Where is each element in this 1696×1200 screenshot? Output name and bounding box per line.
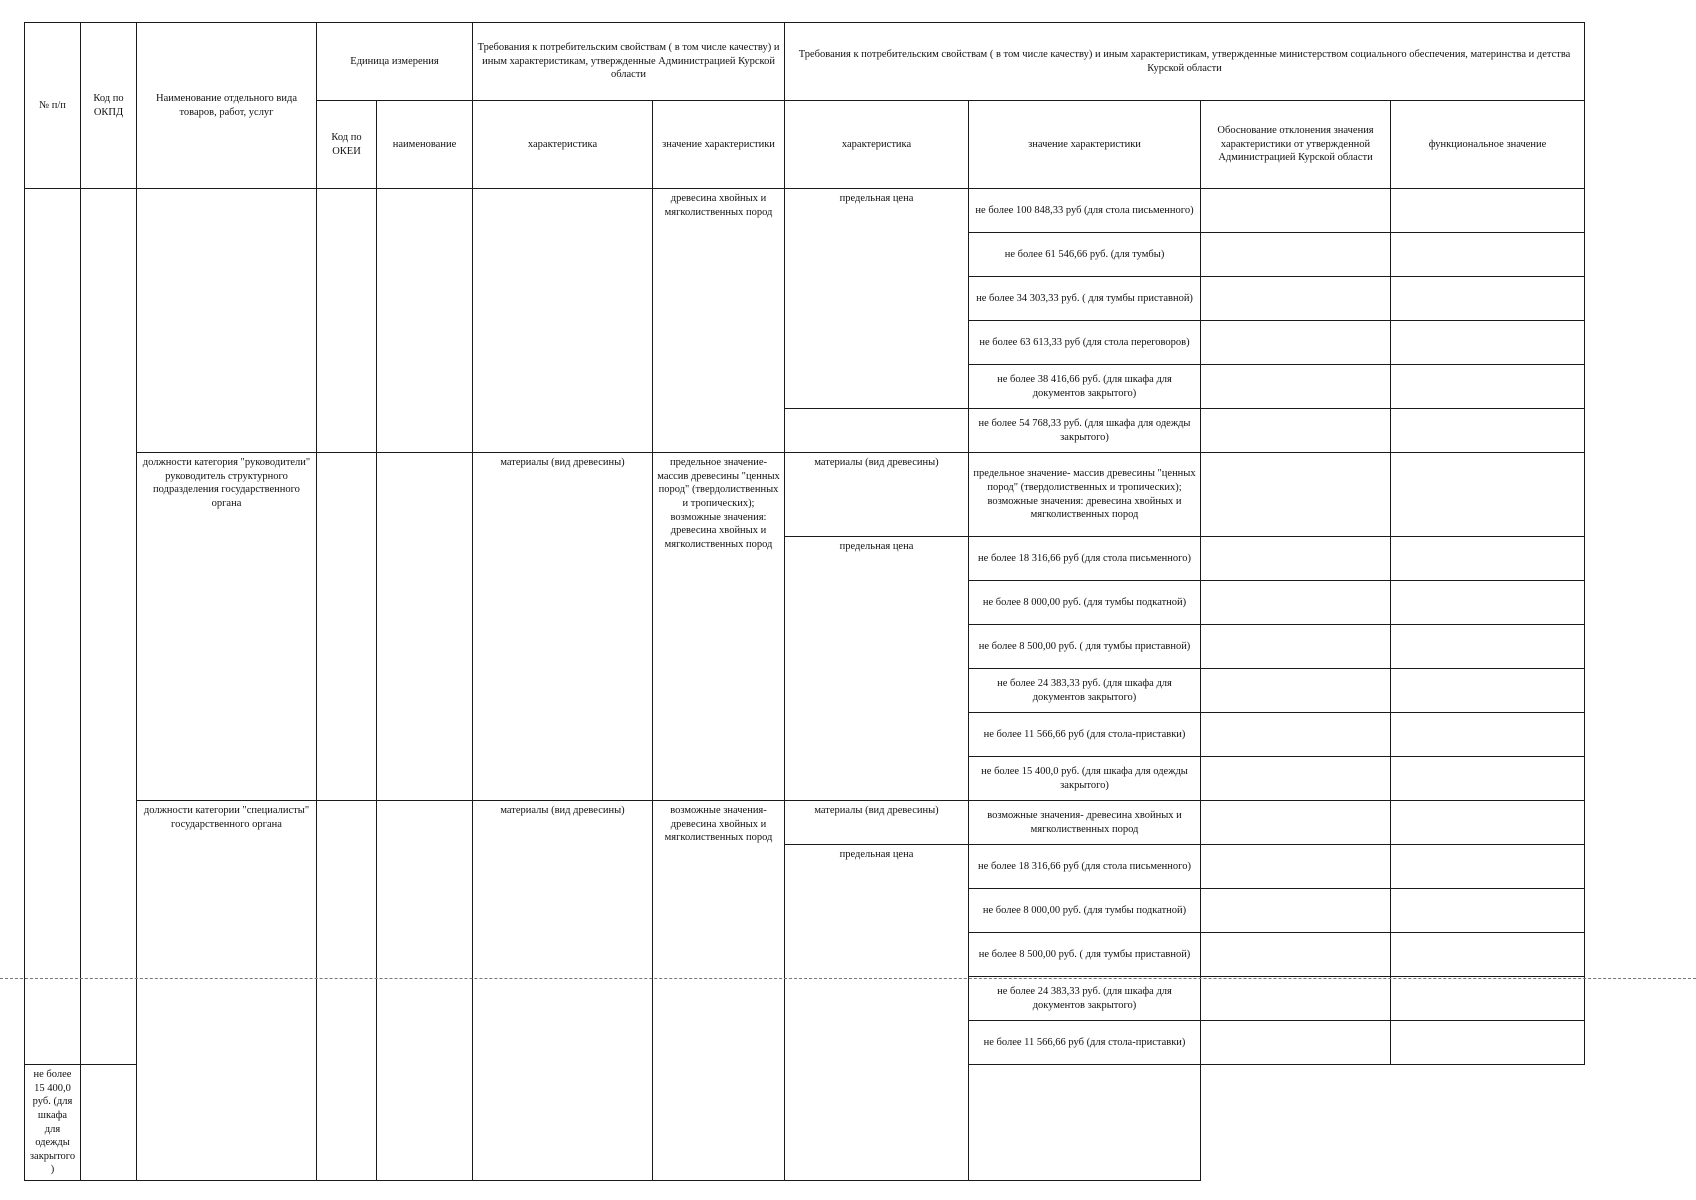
value-cell: не более 63 613,33 руб (для стола переговоров) [969,321,1201,365]
value-cell: не более 34 303,33 руб. ( для тумбы приставной) [969,277,1201,321]
functional-cell [1391,933,1585,977]
ministry-characteristic-cell: предельная цена [785,845,969,1181]
table-row [25,453,1585,537]
justification-cell [1201,625,1391,669]
col-header-okei: Код по ОКЕИ [317,101,377,189]
value-cell: не более 61 546,66 руб. (для тумбы) [969,233,1201,277]
justification-cell [1201,321,1391,365]
value-cell: не более 38 416,66 руб. (для шкафа для документов закрытого) [969,365,1201,409]
value-cell: не более 15 400,0 руб. (для шкафа для одежды закрытого) [25,1065,81,1181]
functional-cell [1391,321,1585,365]
col-header-okpd: Код по ОКПД [81,23,137,189]
justification-cell [1201,409,1391,453]
functional-cell [969,1065,1201,1181]
col-header-functional: функциональное значение [1391,101,1585,189]
unit-name-cell [377,189,473,453]
justification-cell [1201,845,1391,889]
unit-name-cell [377,801,473,1181]
name-cell: должности категория "руководители" руководитель структурного подразделения государственного органа [137,453,317,801]
col-header-req-admin: Требования к потребительским свойствам ( в том числе качеству) и иным характеристикам, утвержденные Администрацией Курской области [473,23,785,101]
col-header-name: Наименование отдельного вида товаров, работ, услуг [137,23,317,189]
col-header-admin-value: значение характеристики [653,101,785,189]
okei-cell [317,189,377,453]
value-cell: предельное значение- массив древесины "ценных пород" (твердолиственных и тропических); возможные значения: древесина хвойных и мягколиственных пород [969,453,1201,537]
requirements-table [24,22,1585,1181]
justification-cell [1201,757,1391,801]
justification-cell [1201,669,1391,713]
functional-cell [1391,189,1585,233]
value-cell: не более 54 768,33 руб. (для шкафа для одежды закрытого) [969,409,1201,453]
col-header-req-ministry: Требования к потребительским свойствам ( в том числе качеству) и иным характеристикам, утвержденные министерством социального обеспечения, материнства и детства Курской области [785,23,1585,101]
functional-cell [1391,1021,1585,1065]
value-cell: возможные значения- древесина хвойных и мягколиственных пород [969,801,1201,845]
col-header-ministry-value: значение характеристики [969,101,1201,189]
value-cell: не более 15 400,0 руб. (для шкафа для одежды закрытого) [969,757,1201,801]
functional-cell [1391,581,1585,625]
functional-cell [1391,889,1585,933]
functional-cell [1391,845,1585,889]
justification-cell [1201,713,1391,757]
col-header-justification: Обоснование отклонения значения характеристики от утвержденной Администрацией Курской области [1201,101,1391,189]
value-cell: не более 11 566,66 руб (для стола-приставки) [969,713,1201,757]
justification-cell [1201,1021,1391,1065]
justification-cell [1201,189,1391,233]
col-header-admin-characteristic: характеристика [473,101,653,189]
name-cell: должности категории "специалисты" государственного органа [137,801,317,1181]
functional-cell [1391,277,1585,321]
ministry-characteristic-cell: предельная цена [785,189,969,409]
num-cell [25,189,81,1065]
col-header-unit: Единица измерения [317,23,473,101]
justification-cell [1201,233,1391,277]
value-cell: не более 8 500,00 руб. ( для тумбы приставной) [969,933,1201,977]
justification-cell [81,1065,137,1181]
justification-cell [1201,277,1391,321]
admin-characteristic-cell: материалы (вид древесины) [473,453,653,801]
value-cell: не более 18 316,66 руб (для стола письменного) [969,845,1201,889]
value-cell: не более 11 566,66 руб (для стола-приставки) [969,1021,1201,1065]
functional-cell [1391,409,1585,453]
scan-artifact-line [0,978,1696,979]
justification-cell [1201,581,1391,625]
admin-characteristic-cell [473,189,653,453]
col-header-unit-name: наименование [377,101,473,189]
value-cell: не более 8 000,00 руб. (для тумбы подкатной) [969,581,1201,625]
justification-cell [1201,537,1391,581]
table-row [25,189,1585,233]
ministry-characteristic-cell: материалы (вид древесины) [785,801,969,845]
ministry-characteristic-cell [785,409,969,453]
okei-cell [317,453,377,801]
ministry-characteristic-cell: материалы (вид древесины) [785,453,969,537]
functional-cell [1391,801,1585,845]
value-cell: не более 100 848,33 руб (для стола письменного) [969,189,1201,233]
value-cell: не более 24 383,33 руб. (для шкафа для документов закрытого) [969,669,1201,713]
justification-cell [1201,977,1391,1021]
name-cell [137,189,317,453]
col-header-ministry-characteristic: характеристика [785,101,969,189]
justification-cell [1201,889,1391,933]
admin-value-cell: древесина хвойных и мягколиственных пород [653,189,785,453]
functional-cell [1391,233,1585,277]
functional-cell [1391,757,1585,801]
admin-value-cell: возможные значения- древесина хвойных и мягколиственных пород [653,801,785,1181]
value-cell: не более 18 316,66 руб (для стола письменного) [969,537,1201,581]
functional-cell [1391,977,1585,1021]
functional-cell [1391,669,1585,713]
okpd-cell [81,189,137,1065]
functional-cell [1391,537,1585,581]
unit-name-cell [377,453,473,801]
justification-cell [1201,933,1391,977]
table-row [25,801,1585,845]
value-cell: не более 8 000,00 руб. (для тумбы подкатной) [969,889,1201,933]
admin-characteristic-cell: материалы (вид древесины) [473,801,653,1181]
value-cell: не более 24 383,33 руб. (для шкафа для документов закрытого) [969,977,1201,1021]
functional-cell [1391,453,1585,537]
justification-cell [1201,453,1391,537]
value-cell: не более 8 500,00 руб. ( для тумбы приставной) [969,625,1201,669]
functional-cell [1391,365,1585,409]
ministry-characteristic-cell: предельная цена [785,537,969,801]
functional-cell [1391,625,1585,669]
justification-cell [1201,801,1391,845]
col-header-num: № п/п [25,23,81,189]
functional-cell [1391,713,1585,757]
admin-value-cell: предельное значение- массив древесины "ценных пород" (твердолиственных и тропических); возможные значения: древесина хвойных и мягколиственных пород [653,453,785,801]
justification-cell [1201,365,1391,409]
okei-cell [317,801,377,1181]
